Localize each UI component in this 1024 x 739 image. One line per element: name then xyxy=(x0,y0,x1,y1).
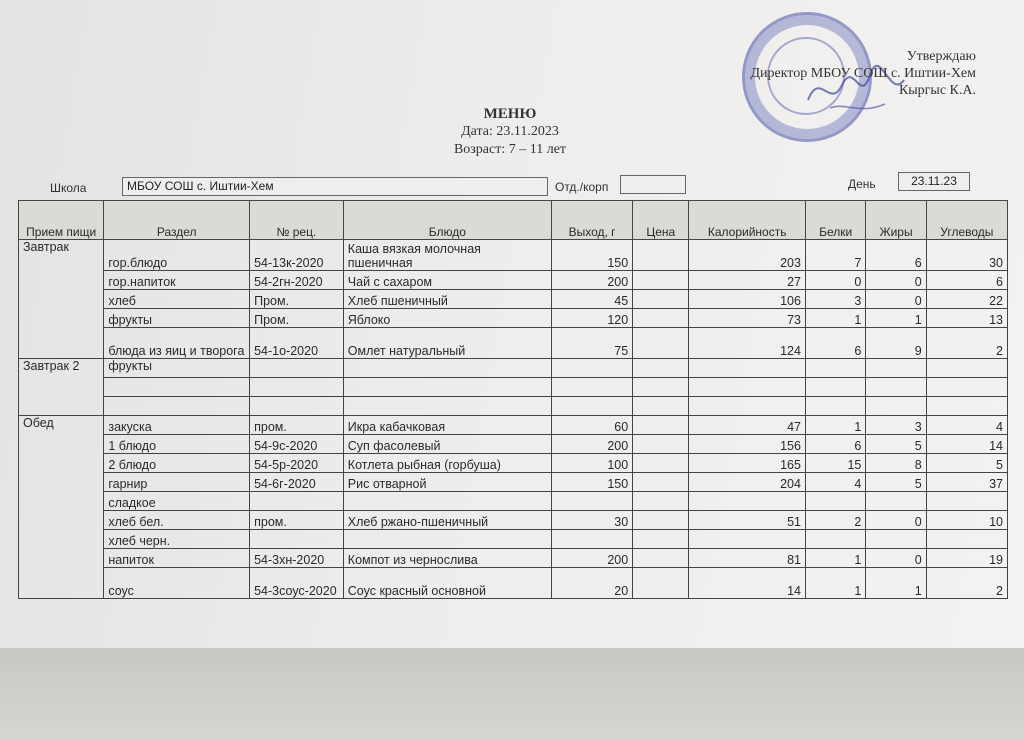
cell-section: 2 блюдо xyxy=(104,454,250,473)
cell-carbs: 22 xyxy=(926,290,1007,309)
cell-price xyxy=(633,309,689,328)
cell-recipe xyxy=(250,378,344,397)
table-row xyxy=(19,309,1008,328)
cell-output: 60 xyxy=(551,416,632,435)
cell-recipe: 54-9с-2020 xyxy=(250,435,344,454)
cell-section: хлеб бел. xyxy=(104,511,250,530)
cell-protein xyxy=(805,359,865,378)
cell-calories: 73 xyxy=(689,309,806,328)
cell-dish: Икра кабачковая xyxy=(343,416,551,435)
cell-section: соус xyxy=(104,568,250,599)
table-row xyxy=(19,378,1008,397)
cell-dish xyxy=(343,359,551,378)
cell-protein xyxy=(805,530,865,549)
table-row xyxy=(19,473,1008,492)
cell-carbs: 4 xyxy=(926,416,1007,435)
cell-output: 45 xyxy=(551,290,632,309)
cell-fat: 5 xyxy=(866,473,926,492)
cell-recipe: 54-13к-2020 xyxy=(250,240,344,271)
cell-section: 1 блюдо xyxy=(104,435,250,454)
cell-carbs: 19 xyxy=(926,549,1007,568)
cell-section xyxy=(104,378,250,397)
cell-dish: Котлета рыбная (горбуша) xyxy=(343,454,551,473)
cell-fat: 0 xyxy=(866,290,926,309)
cell-dish: Хлеб пшеничный xyxy=(343,290,551,309)
cell-output: 120 xyxy=(551,309,632,328)
cell-fat: 0 xyxy=(866,511,926,530)
cell-price xyxy=(633,511,689,530)
cell-protein: 1 xyxy=(805,416,865,435)
cell-fat xyxy=(866,530,926,549)
table-row xyxy=(19,359,1008,378)
cell-output xyxy=(551,378,632,397)
cell-output: 150 xyxy=(551,240,632,271)
cell-calories: 47 xyxy=(689,416,806,435)
cell-dish: Омлет натуральный xyxy=(343,328,551,359)
cell-protein: 1 xyxy=(805,549,865,568)
cell-fat: 8 xyxy=(866,454,926,473)
cell-carbs xyxy=(926,530,1007,549)
cell-fat xyxy=(866,397,926,416)
cell-calories: 81 xyxy=(689,549,806,568)
approval-position: Директор МБОУ СОШ с. Иштии-Хем xyxy=(750,66,976,81)
table-row xyxy=(19,271,1008,290)
meal-breakfast: Завтрак xyxy=(19,240,104,359)
cell-price xyxy=(633,568,689,599)
cell-recipe: пром. xyxy=(250,416,344,435)
cell-output: 200 xyxy=(551,549,632,568)
table-row xyxy=(19,511,1008,530)
cell-section: гор.блюдо xyxy=(104,240,250,271)
cell-fat xyxy=(866,359,926,378)
cell-calories: 14 xyxy=(689,568,806,599)
cell-recipe xyxy=(250,359,344,378)
col-dish: Блюдо xyxy=(343,201,551,240)
cell-recipe: 54-5р-2020 xyxy=(250,454,344,473)
cell-dish: Хлеб ржано-пшеничный xyxy=(343,511,551,530)
table-row xyxy=(19,435,1008,454)
cell-price xyxy=(633,328,689,359)
cell-dish: Соус красный основной xyxy=(343,568,551,599)
cell-dish xyxy=(343,397,551,416)
cell-calories: 204 xyxy=(689,473,806,492)
cell-output: 20 xyxy=(551,568,632,599)
cell-price xyxy=(633,397,689,416)
page-title: МЕНЮ xyxy=(483,106,537,122)
cell-protein: 15 xyxy=(805,454,865,473)
cell-carbs xyxy=(926,492,1007,511)
cell-price xyxy=(633,454,689,473)
menu-title-block xyxy=(380,106,640,159)
cell-recipe: 54-1о-2020 xyxy=(250,328,344,359)
cell-calories: 51 xyxy=(689,511,806,530)
cell-recipe: 54-3соус-2020 xyxy=(250,568,344,599)
cell-dish: Компот из чернослива xyxy=(343,549,551,568)
dept-label: Отд./корп xyxy=(555,180,609,194)
dept-field xyxy=(620,175,686,194)
menu-table xyxy=(18,200,1008,599)
school-field: МБОУ СОШ с. Иштии-Хем xyxy=(122,177,548,196)
cell-calories xyxy=(689,378,806,397)
cell-dish: Яблоко xyxy=(343,309,551,328)
cell-recipe: 54-3хн-2020 xyxy=(250,549,344,568)
col-section: Раздел xyxy=(104,201,250,240)
cell-output: 200 xyxy=(551,435,632,454)
cell-calories: 203 xyxy=(689,240,806,271)
approval-title: Утверждаю xyxy=(906,49,976,64)
cell-protein xyxy=(805,397,865,416)
day-label: День xyxy=(848,177,876,191)
cell-recipe xyxy=(250,492,344,511)
cell-output: 100 xyxy=(551,454,632,473)
school-label: Школа xyxy=(50,181,87,195)
cell-calories xyxy=(689,530,806,549)
cell-fat: 5 xyxy=(866,435,926,454)
cell-protein: 1 xyxy=(805,568,865,599)
cell-output xyxy=(551,530,632,549)
table-row xyxy=(19,454,1008,473)
cell-calories xyxy=(689,492,806,511)
cell-calories: 106 xyxy=(689,290,806,309)
cell-output: 75 xyxy=(551,328,632,359)
cell-fat: 3 xyxy=(866,416,926,435)
cell-output: 30 xyxy=(551,511,632,530)
cell-section: фрукты xyxy=(104,359,250,378)
cell-price xyxy=(633,359,689,378)
cell-price xyxy=(633,271,689,290)
table-header-row xyxy=(19,201,1008,240)
cell-section: блюда из яиц и творога xyxy=(104,328,250,359)
cell-section: закуска xyxy=(104,416,250,435)
cell-section: гор.напиток xyxy=(104,271,250,290)
cell-fat: 0 xyxy=(866,271,926,290)
cell-fat: 9 xyxy=(866,328,926,359)
cell-section: сладкое xyxy=(104,492,250,511)
table-row xyxy=(19,530,1008,549)
approval-block xyxy=(750,48,976,99)
cell-price xyxy=(633,549,689,568)
table-row xyxy=(19,328,1008,359)
day-field: 23.11.23 xyxy=(898,172,970,191)
cell-section: фрукты xyxy=(104,309,250,328)
cell-recipe: 54-2гн-2020 xyxy=(250,271,344,290)
cell-carbs: 14 xyxy=(926,435,1007,454)
cell-fat: 1 xyxy=(866,568,926,599)
cell-price xyxy=(633,492,689,511)
cell-fat: 0 xyxy=(866,549,926,568)
cell-recipe: Пром. xyxy=(250,309,344,328)
table-row xyxy=(19,240,1008,271)
table-row xyxy=(19,568,1008,599)
cell-carbs xyxy=(926,378,1007,397)
cell-fat xyxy=(866,492,926,511)
cell-protein: 4 xyxy=(805,473,865,492)
col-output: Выход, г xyxy=(551,201,632,240)
cell-recipe: пром. xyxy=(250,511,344,530)
cell-protein xyxy=(805,492,865,511)
cell-calories xyxy=(689,397,806,416)
col-price: Цена xyxy=(633,201,689,240)
cell-price xyxy=(633,530,689,549)
cell-dish xyxy=(343,378,551,397)
cell-dish: Чай с сахаром xyxy=(343,271,551,290)
cell-output: 200 xyxy=(551,271,632,290)
table-surface xyxy=(0,648,1024,739)
cell-recipe xyxy=(250,530,344,549)
cell-carbs: 2 xyxy=(926,328,1007,359)
cell-section: напиток xyxy=(104,549,250,568)
cell-output xyxy=(551,397,632,416)
cell-price xyxy=(633,290,689,309)
cell-section: хлеб xyxy=(104,290,250,309)
cell-protein: 6 xyxy=(805,328,865,359)
cell-fat: 6 xyxy=(866,240,926,271)
meal-breakfast2: Завтрак 2 xyxy=(19,359,104,416)
cell-carbs: 37 xyxy=(926,473,1007,492)
col-calories: Калорийность xyxy=(689,201,806,240)
cell-protein: 7 xyxy=(805,240,865,271)
cell-fat xyxy=(866,378,926,397)
cell-calories xyxy=(689,359,806,378)
cell-dish xyxy=(343,530,551,549)
cell-price xyxy=(633,435,689,454)
col-carbs: Углеводы xyxy=(926,201,1007,240)
cell-carbs: 2 xyxy=(926,568,1007,599)
cell-carbs: 5 xyxy=(926,454,1007,473)
cell-protein xyxy=(805,378,865,397)
cell-section: гарнир xyxy=(104,473,250,492)
col-recipe: № рец. xyxy=(250,201,344,240)
cell-section xyxy=(104,397,250,416)
approval-name: Кыргыс К.А. xyxy=(898,83,976,98)
cell-carbs: 13 xyxy=(926,309,1007,328)
cell-price xyxy=(633,378,689,397)
cell-protein: 3 xyxy=(805,290,865,309)
cell-recipe: 54-6г-2020 xyxy=(250,473,344,492)
menu-date: Дата: 23.11.2023 xyxy=(461,124,559,139)
col-protein: Белки xyxy=(805,201,865,240)
cell-dish xyxy=(343,492,551,511)
cell-dish: Каша вязкая молочная пшеничная xyxy=(343,240,551,271)
cell-output xyxy=(551,359,632,378)
cell-calories: 27 xyxy=(689,271,806,290)
cell-carbs xyxy=(926,397,1007,416)
cell-calories: 165 xyxy=(689,454,806,473)
table-row xyxy=(19,492,1008,511)
col-fat: Жиры xyxy=(866,201,926,240)
cell-recipe xyxy=(250,397,344,416)
cell-carbs: 6 xyxy=(926,271,1007,290)
cell-protein: 2 xyxy=(805,511,865,530)
table-row xyxy=(19,290,1008,309)
cell-output xyxy=(551,492,632,511)
cell-calories: 124 xyxy=(689,328,806,359)
cell-recipe: Пром. xyxy=(250,290,344,309)
cell-fat: 1 xyxy=(866,309,926,328)
cell-protein: 6 xyxy=(805,435,865,454)
cell-dish: Суп фасолевый xyxy=(343,435,551,454)
col-meal: Прием пищи xyxy=(19,201,104,240)
menu-table-wrap xyxy=(18,200,1008,599)
cell-protein: 1 xyxy=(805,309,865,328)
table-row xyxy=(19,416,1008,435)
cell-price xyxy=(633,416,689,435)
cell-output: 150 xyxy=(551,473,632,492)
cell-protein: 0 xyxy=(805,271,865,290)
cell-price xyxy=(633,473,689,492)
cell-carbs: 30 xyxy=(926,240,1007,271)
cell-price xyxy=(633,240,689,271)
cell-section: хлеб черн. xyxy=(104,530,250,549)
meal-lunch: Обед xyxy=(19,416,104,599)
cell-dish: Рис отварной xyxy=(343,473,551,492)
table-row xyxy=(19,397,1008,416)
table-row xyxy=(19,549,1008,568)
cell-calories: 156 xyxy=(689,435,806,454)
cell-carbs xyxy=(926,359,1007,378)
cell-carbs: 10 xyxy=(926,511,1007,530)
menu-age: Возраст: 7 – 11 лет xyxy=(453,142,567,157)
